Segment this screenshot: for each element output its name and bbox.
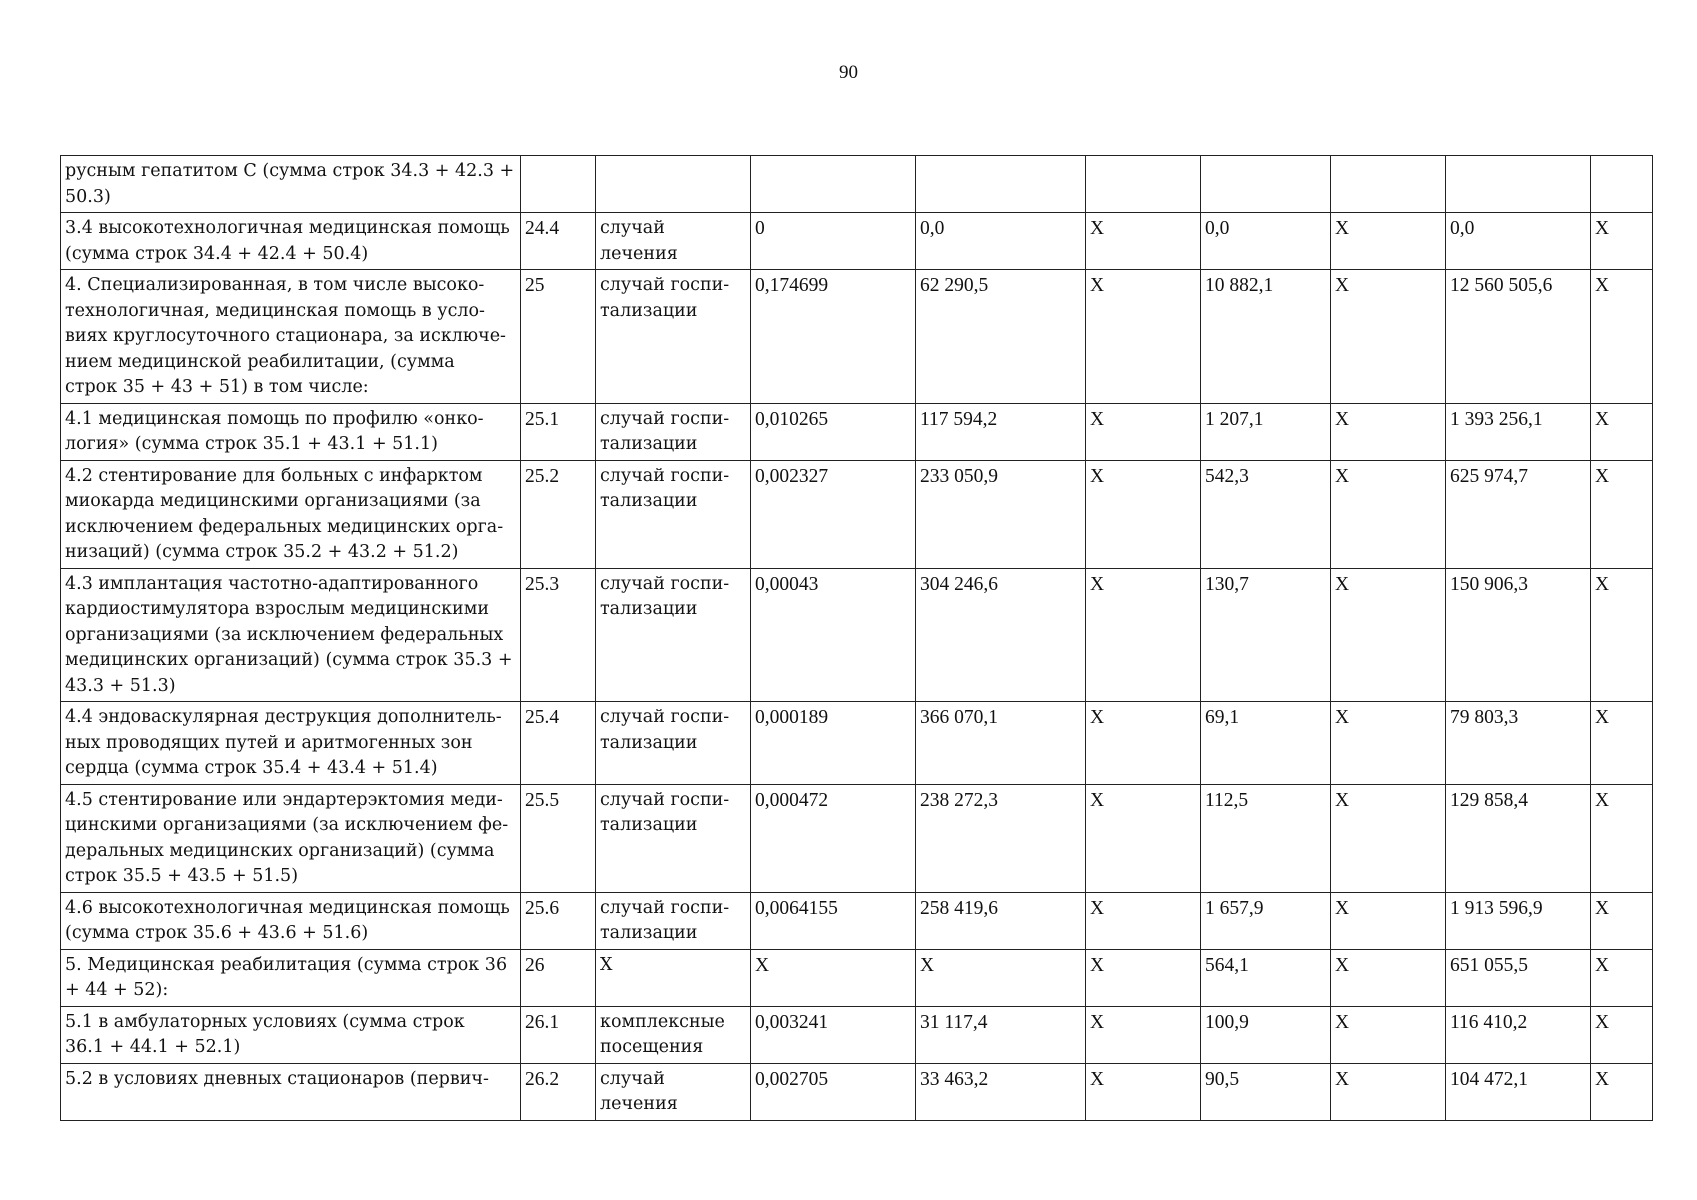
value-text-6: 12 560 505,6 [1450, 275, 1553, 296]
value-cell-5 [1331, 460, 1446, 568]
value-cell-3 [1086, 702, 1201, 785]
value-cell-6 [1446, 949, 1591, 1006]
value-text-4: 1 207,1 [1205, 408, 1264, 430]
value-cell-1 [751, 270, 916, 404]
value-text-6: 129 858,4 [1450, 789, 1528, 811]
row-name-text: 3.4 высокотехнологичная медицинская помощь (сумма строк 34.4 + 42.4 + 50.4) [65, 218, 510, 264]
value-cell-4 [1201, 403, 1331, 460]
table-row [61, 1063, 1653, 1120]
value-cell-7 [1591, 784, 1653, 892]
unit-cell [596, 1063, 751, 1120]
value-cell-1 [751, 892, 916, 949]
value-cell-6 [1446, 156, 1591, 213]
value-text-4: 0,0 [1205, 218, 1230, 239]
line-number-text: 26 [525, 954, 545, 976]
value-text-7: Х [1595, 465, 1610, 487]
value-cell-7 [1591, 1063, 1653, 1120]
value-cell-2 [916, 892, 1086, 949]
value-text-5: Х [1335, 218, 1350, 239]
value-text-3: Х [1090, 1068, 1105, 1090]
value-cell-2 [916, 702, 1086, 785]
value-text-1: 0,00043 [755, 573, 819, 595]
line-number-cell [521, 403, 596, 460]
value-cell-1 [751, 702, 916, 785]
value-cell-6 [1446, 892, 1591, 949]
line-number-cell [521, 892, 596, 949]
table-row [61, 702, 1653, 785]
value-text-2: 31 117,4 [920, 1011, 988, 1033]
value-cell-2 [916, 1063, 1086, 1120]
row-name-cell [61, 1006, 521, 1063]
row-name-text: 4.3 имплантация частотно-адаптированного кардиостимулятора взрослым медицинскими организациями (за исключением федеральных медицинских организаций) (сумма строк 35.3 + 43.3 + 51.3) [65, 573, 513, 696]
value-cell-3 [1086, 213, 1201, 270]
table-row [61, 892, 1653, 949]
value-text-5: Х [1335, 1011, 1350, 1033]
row-name-text: 4.6 высокотехнологичная медицинская помощь (сумма строк 35.6 + 43.6 + 51.6) [65, 897, 510, 943]
unit-cell [596, 568, 751, 702]
value-text-5: Х [1335, 707, 1350, 728]
value-text-2: 366 070,1 [920, 707, 998, 728]
unit-text: Х [600, 954, 613, 975]
row-name-cell [61, 702, 521, 785]
value-text-1: Х [755, 954, 770, 976]
line-number-text: 25.1 [525, 408, 560, 430]
value-text-7: Х [1595, 954, 1610, 976]
value-text-1: 0,000472 [755, 789, 829, 811]
value-text-1: 0 [755, 218, 765, 239]
table-row [61, 784, 1653, 892]
value-cell-7 [1591, 702, 1653, 785]
row-name-text: 4.5 стентирование или эндартерэктомия меди- цинскими организациями (за исключением фе- деральных медицинских организаций) (сумма строк 35.5 + 43.5 + 51.5) [65, 789, 509, 886]
value-cell-2 [916, 949, 1086, 1006]
value-cell-2 [916, 784, 1086, 892]
value-cell-7 [1591, 568, 1653, 702]
row-name-text: 4.4 эндоваскулярная деструкция дополнитель- ных проводящих путей и аритмогенных зон сердца (сумма строк 35.4 + 43.4 + 51.4) [65, 707, 502, 778]
row-name-cell [61, 568, 521, 702]
line-number-cell [521, 270, 596, 404]
value-cell-3 [1086, 460, 1201, 568]
row-name-cell [61, 784, 521, 892]
row-name-cell [61, 949, 521, 1006]
unit-text: случай лечения [600, 1068, 678, 1114]
value-text-4: 112,5 [1205, 789, 1249, 811]
line-number-cell [521, 460, 596, 568]
value-cell-7 [1591, 270, 1653, 404]
table-row [61, 403, 1653, 460]
value-text-3: Х [1090, 465, 1105, 487]
row-name-text: 4.1 медицинская помощь по профилю «онко- логия» (сумма строк 35.1 + 43.1 + 51.1) [65, 408, 484, 454]
value-cell-5 [1331, 949, 1446, 1006]
value-text-5: Х [1335, 573, 1350, 595]
value-cell-7 [1591, 403, 1653, 460]
table-row [61, 156, 1653, 213]
value-text-1: 0,010265 [755, 408, 829, 430]
unit-text: случай госпи- тализации [600, 707, 730, 753]
value-cell-2 [916, 270, 1086, 404]
value-text-6: 150 906,3 [1450, 573, 1528, 595]
row-name-cell [61, 403, 521, 460]
line-number-text: 26.2 [525, 1068, 560, 1090]
value-text-7: Х [1595, 789, 1610, 811]
value-cell-5 [1331, 892, 1446, 949]
value-text-6: 1 913 596,9 [1450, 897, 1543, 919]
value-text-6: 625 974,7 [1450, 465, 1528, 487]
value-text-6: 116 410,2 [1450, 1011, 1528, 1033]
unit-cell [596, 1006, 751, 1063]
value-cell-4 [1201, 213, 1331, 270]
value-text-4: 564,1 [1205, 954, 1249, 976]
value-text-4: 542,3 [1205, 465, 1249, 487]
line-number-text: 25.5 [525, 789, 560, 811]
value-text-3: Х [1090, 1011, 1105, 1033]
row-name-text: 4. Специализированная, в том числе высоко- технологичная, медицинская помощь в усло- виях круглосуточного стационара, за исключе- нием медицинской реабилитации, (сумма строк 35 + 43 + 51) в том числе: [65, 275, 506, 397]
row-name-cell [61, 156, 521, 213]
value-cell-6 [1446, 403, 1591, 460]
value-text-2: 258 419,6 [920, 897, 998, 919]
value-cell-1 [751, 1063, 916, 1120]
value-text-3: Х [1090, 707, 1105, 728]
value-cell-3 [1086, 568, 1201, 702]
table-row [61, 568, 1653, 702]
line-number-text: 25.6 [525, 897, 560, 919]
table-row [61, 460, 1653, 568]
value-cell-1 [751, 568, 916, 702]
row-name-text: русным гепатитом С (сумма строк 34.3 + 42.3 + 50.3) [65, 161, 515, 207]
line-number-cell [521, 1006, 596, 1063]
line-number-cell [521, 156, 596, 213]
unit-text: случай госпи- тализации [600, 465, 730, 511]
value-cell-1 [751, 403, 916, 460]
line-number-text: 25.2 [525, 465, 560, 487]
value-text-6: 651 055,5 [1450, 954, 1528, 976]
value-cell-2 [916, 460, 1086, 568]
line-number-cell [521, 784, 596, 892]
value-text-1: 0,003241 [755, 1011, 829, 1033]
value-cell-5 [1331, 1063, 1446, 1120]
value-text-2: 0,0 [920, 218, 945, 239]
value-cell-7 [1591, 949, 1653, 1006]
value-text-5: Х [1335, 789, 1350, 811]
line-number-text: 24.4 [525, 218, 560, 239]
value-cell-4 [1201, 1006, 1331, 1063]
value-text-6: 1 393 256,1 [1450, 408, 1543, 430]
value-text-4: 90,5 [1205, 1068, 1240, 1090]
value-text-6: 104 472,1 [1450, 1068, 1528, 1090]
value-cell-1 [751, 460, 916, 568]
value-text-7: Х [1595, 408, 1610, 430]
value-text-2: 33 463,2 [920, 1068, 989, 1090]
value-text-7: Х [1595, 897, 1610, 919]
value-text-2: 62 290,5 [920, 275, 989, 296]
value-cell-5 [1331, 702, 1446, 785]
line-number-text: 25 [525, 275, 545, 296]
value-text-7: Х [1595, 573, 1610, 595]
row-name-cell [61, 1063, 521, 1120]
value-cell-5 [1331, 213, 1446, 270]
value-cell-4 [1201, 892, 1331, 949]
value-text-3: Х [1090, 408, 1105, 430]
unit-cell [596, 213, 751, 270]
row-name-text: 4.2 стентирование для больных с инфарктом миокарда медицинскими организациями (за исключением федеральных медицинских орга- низаций) (сумма строк 35.2 + 43.2 + 51.2) [65, 465, 504, 562]
value-text-2: Х [920, 954, 935, 976]
value-text-1: 0,000189 [755, 707, 829, 728]
line-number-cell [521, 949, 596, 1006]
value-cell-3 [1086, 270, 1201, 404]
row-name-cell [61, 213, 521, 270]
value-text-3: Х [1090, 789, 1105, 811]
unit-cell [596, 784, 751, 892]
value-cell-6 [1446, 270, 1591, 404]
row-name-cell [61, 270, 521, 404]
value-cell-5 [1331, 568, 1446, 702]
value-text-3: Х [1090, 897, 1105, 919]
value-cell-6 [1446, 213, 1591, 270]
unit-text: случай лечения [600, 218, 678, 264]
value-text-4: 100,9 [1205, 1011, 1249, 1033]
value-cell-3 [1086, 156, 1201, 213]
value-text-7: Х [1595, 1068, 1610, 1090]
row-name-text: 5.1 в амбулаторных условиях (сумма строк 36.1 + 44.1 + 52.1) [65, 1011, 465, 1057]
unit-text: комплексные посещения [600, 1011, 725, 1057]
value-cell-6 [1446, 460, 1591, 568]
value-cell-5 [1331, 156, 1446, 213]
value-text-5: Х [1335, 1068, 1350, 1090]
value-text-3: Х [1090, 275, 1105, 296]
value-text-7: Х [1595, 275, 1610, 296]
value-cell-5 [1331, 403, 1446, 460]
value-text-2: 238 272,3 [920, 789, 998, 811]
value-text-4: 1 657,9 [1205, 897, 1264, 919]
unit-cell [596, 702, 751, 785]
value-text-6: 0,0 [1450, 218, 1475, 239]
value-text-2: 117 594,2 [920, 408, 998, 430]
unit-text: случай госпи- тализации [600, 408, 730, 454]
value-cell-3 [1086, 784, 1201, 892]
value-cell-2 [916, 156, 1086, 213]
line-number-cell [521, 1063, 596, 1120]
value-cell-4 [1201, 460, 1331, 568]
value-text-4: 130,7 [1205, 573, 1249, 595]
value-cell-5 [1331, 270, 1446, 404]
value-cell-6 [1446, 568, 1591, 702]
unit-cell [596, 460, 751, 568]
value-cell-4 [1201, 784, 1331, 892]
value-text-1: 0,174699 [755, 275, 829, 296]
value-text-2: 304 246,6 [920, 573, 998, 595]
value-text-3: Х [1090, 573, 1105, 595]
value-text-2: 233 050,9 [920, 465, 998, 487]
row-name-text: 5. Медицинская реабилитация (сумма строк 36 + 44 + 52): [65, 954, 508, 1000]
table-row [61, 1006, 1653, 1063]
line-number-text: 26.1 [525, 1011, 560, 1033]
value-cell-1 [751, 213, 916, 270]
value-cell-7 [1591, 156, 1653, 213]
table-row [61, 213, 1653, 270]
value-text-1: 0,002705 [755, 1068, 829, 1090]
table-row [61, 270, 1653, 404]
value-cell-4 [1201, 156, 1331, 213]
unit-text: случай госпи- тализации [600, 897, 730, 943]
value-cell-4 [1201, 1063, 1331, 1120]
value-cell-6 [1446, 702, 1591, 785]
unit-cell [596, 156, 751, 213]
table-body [61, 156, 1653, 1121]
unit-cell [596, 949, 751, 1006]
value-cell-2 [916, 1006, 1086, 1063]
value-cell-1 [751, 949, 916, 1006]
value-text-7: Х [1595, 1011, 1610, 1033]
unit-text: случай госпи- тализации [600, 275, 730, 321]
value-text-6: 79 803,3 [1450, 707, 1519, 728]
line-number-cell [521, 213, 596, 270]
value-text-5: Х [1335, 897, 1350, 919]
unit-text: случай госпи- тализации [600, 573, 730, 619]
value-cell-6 [1446, 1006, 1591, 1063]
line-number-cell [521, 568, 596, 702]
value-cell-2 [916, 403, 1086, 460]
value-text-1: 0,0064155 [755, 897, 838, 919]
value-text-4: 69,1 [1205, 707, 1240, 728]
row-name-cell [61, 460, 521, 568]
value-cell-3 [1086, 1063, 1201, 1120]
value-cell-4 [1201, 949, 1331, 1006]
value-text-7: Х [1595, 707, 1610, 728]
value-text-5: Х [1335, 275, 1350, 296]
line-number-text: 25.3 [525, 573, 560, 595]
value-cell-1 [751, 156, 916, 213]
value-text-1: 0,002327 [755, 465, 829, 487]
line-number-text: 25.4 [525, 707, 560, 728]
value-text-4: 10 882,1 [1205, 275, 1274, 296]
page-number: 90 [839, 62, 858, 83]
value-cell-3 [1086, 403, 1201, 460]
value-text-3: Х [1090, 218, 1105, 239]
value-cell-3 [1086, 892, 1201, 949]
value-cell-4 [1201, 270, 1331, 404]
value-cell-5 [1331, 784, 1446, 892]
unit-cell [596, 892, 751, 949]
table-row [61, 949, 1653, 1006]
value-text-7: Х [1595, 218, 1610, 239]
value-cell-4 [1201, 568, 1331, 702]
unit-cell [596, 403, 751, 460]
unit-text: случай госпи- тализации [600, 789, 730, 835]
value-cell-2 [916, 568, 1086, 702]
value-cell-4 [1201, 702, 1331, 785]
value-text-5: Х [1335, 465, 1350, 487]
value-cell-7 [1591, 213, 1653, 270]
value-cell-7 [1591, 460, 1653, 568]
value-cell-3 [1086, 1006, 1201, 1063]
line-number-cell [521, 702, 596, 785]
value-cell-2 [916, 213, 1086, 270]
value-cell-6 [1446, 1063, 1591, 1120]
row-name-text: 5.2 в условиях дневных стационаров (первич- [65, 1068, 489, 1089]
value-cell-3 [1086, 949, 1201, 1006]
value-cell-6 [1446, 784, 1591, 892]
data-table [60, 155, 1653, 1121]
row-name-cell [61, 892, 521, 949]
value-cell-1 [751, 784, 916, 892]
value-text-5: Х [1335, 954, 1350, 976]
value-cell-7 [1591, 1006, 1653, 1063]
value-text-5: Х [1335, 408, 1350, 430]
value-cell-1 [751, 1006, 916, 1063]
value-cell-5 [1331, 1006, 1446, 1063]
unit-cell [596, 270, 751, 404]
value-text-3: Х [1090, 954, 1105, 976]
value-cell-7 [1591, 892, 1653, 949]
